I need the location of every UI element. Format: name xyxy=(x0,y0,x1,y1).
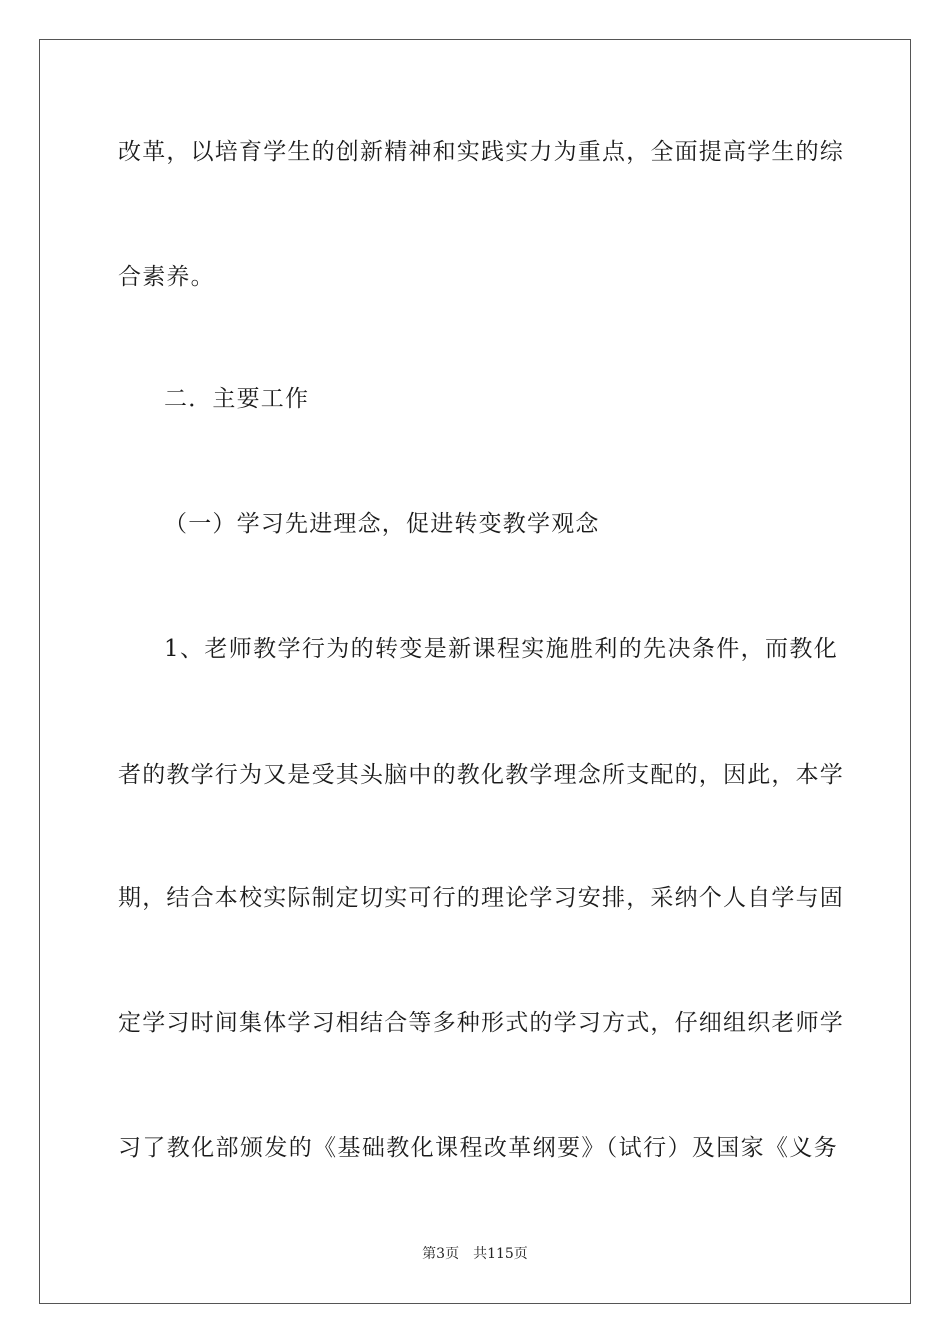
body-text-line-8: 定学习时间集体学习相结合等多种形式的学习方式，仔细组织老师学 xyxy=(118,1010,844,1036)
subsection-heading: （一）学习先进理念，促进转变教学观念 xyxy=(164,511,600,537)
body-text-line-5: 1、老师教学行为的转变是新课程实施胜利的先决条件，而教化 xyxy=(164,636,838,662)
body-text-line-1: 改革，以培育学生的创新精神和实践实力为重点，全面提高学生的综 xyxy=(118,139,844,165)
body-text-line-6: 者的教学行为又是受其头脑中的教化教学理念所支配的，因此，本学 xyxy=(118,762,844,788)
page-border xyxy=(39,39,911,1304)
page-number-footer: 第3页 共115页 xyxy=(422,1246,528,1262)
body-text-line-2: 合素养。 xyxy=(118,264,215,290)
body-text-line-9: 习了教化部颁发的《基础教化课程改革纲要》（试行）及国家《义务 xyxy=(118,1135,838,1161)
section-heading: 二．主要工作 xyxy=(164,386,310,412)
body-text-line-7: 期，结合本校实际制定切实可行的理论学习安排，采纳个人自学与固 xyxy=(118,885,844,911)
